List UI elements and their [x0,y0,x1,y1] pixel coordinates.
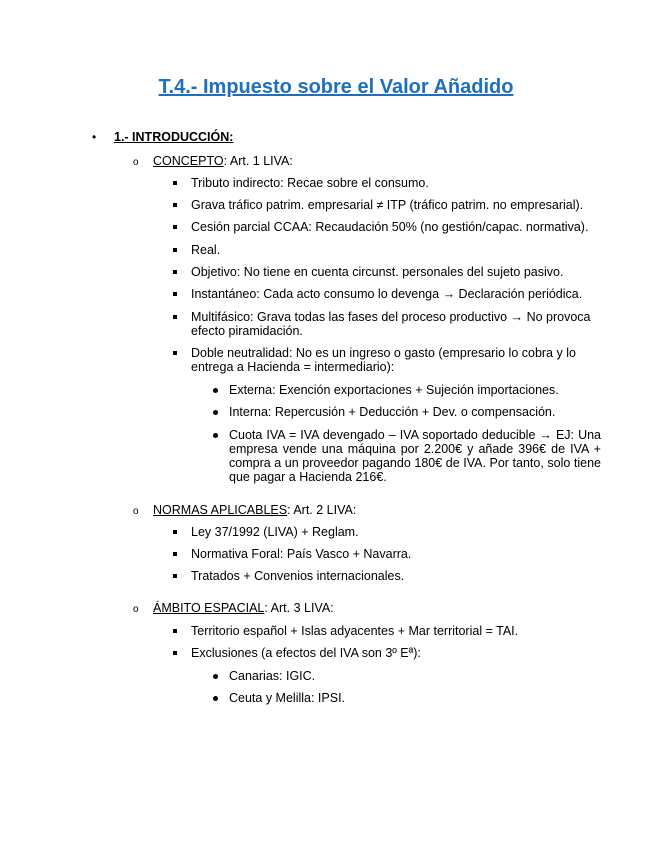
list-item: Normativa Foral: País Vasco + Navarra. [191,547,412,561]
concepto-label: CONCEPTO [153,154,224,168]
square-bullet-icon [173,351,177,355]
bullet-icon [213,410,218,415]
list-item: Doble neutralidad: No es un ingreso o gasto (empresario lo cobra y lo entrega a Hacienda = intermediario): [191,346,576,374]
ambito-label: ÁMBITO ESPACIAL [153,601,265,615]
bullet-icon [213,433,218,438]
ambito-ref: : Art. 3 LIVA: [264,601,334,615]
list-item: Real. [191,243,221,257]
square-bullet-icon [173,315,177,319]
square-bullet-icon [173,292,177,296]
list-item: Tributo indirecto: Recae sobre el consumo. [191,176,429,190]
section-heading: 1.- INTRODUCCIÓN: [114,130,234,144]
square-bullet-icon [173,181,177,185]
document-title: T.4.- Impuesto sobre el Valor Añadido [158,76,514,98]
square-bullet-icon [173,574,177,578]
square-bullet-icon [173,530,177,534]
sub-list-item: Canarias: IGIC. [229,669,316,683]
square-bullet-icon [173,225,177,229]
bullet-icon: • [92,130,97,144]
sub-list-item: Cuota IVA = IVA devengado – IVA soportado deducible → EJ: Una empresa vende una máquina por 2.200€ y añade 396€ de IVA + compra a un proveedor pagando 180€ de IVA. Por tanto, solo tiene que pagar a Hacienda 216€. [229,428,601,484]
square-bullet-icon [173,629,177,633]
concepto-ref: : Art. 1 LIVA: [223,154,293,168]
list-item: Multifásico: Grava todas las fases del proceso productivo → No provoca efecto piramidación. [191,310,591,338]
bullet-icon [213,388,218,393]
ambito-heading [153,601,334,615]
square-bullet-icon [173,651,177,655]
square-bullet-icon [173,203,177,207]
normas-ref: : Art. 2 LIVA: [287,503,357,517]
normas-heading [153,503,356,517]
list-item: Instantáneo: Cada acto consumo lo devenga → Declaración periódica. [191,287,583,301]
list-item: Territorio español + Islas adyacentes + Mar territorial = TAI. [191,624,519,638]
circle-bullet-icon: o [133,506,139,517]
list-item: Grava tráfico patrim. empresarial ≠ ITP (tráfico patrim. no empresarial). [191,198,584,212]
circle-bullet-icon: o [133,604,139,615]
concepto-heading [153,154,293,168]
sub-list-item: Interna: Repercusión + Deducción + Dev. o compensación. [229,405,556,419]
sub-list-item: Externa: Exención exportaciones + Sujeción importaciones. [229,383,559,397]
square-bullet-icon [173,270,177,274]
list-item: Exclusiones (a efectos del IVA son 3º Eª): [191,646,421,660]
list-item: Tratados + Convenios internacionales. [191,569,405,583]
bullet-icon [213,696,218,701]
sub-list-item: Ceuta y Melilla: IPSI. [229,691,346,705]
normas-label: NORMAS APLICABLES [153,503,288,517]
list-item: Ley 37/1992 (LIVA) + Reglam. [191,525,359,539]
square-bullet-icon [173,552,177,556]
square-bullet-icon [173,248,177,252]
circle-bullet-icon: o [133,157,139,168]
list-item: Objetivo: No tiene en cuenta circunst. personales del sujeto pasivo. [191,265,564,279]
list-item: Cesión parcial CCAA: Recaudación 50% (no gestión/capac. normativa). [191,220,589,234]
bullet-icon [213,674,218,679]
